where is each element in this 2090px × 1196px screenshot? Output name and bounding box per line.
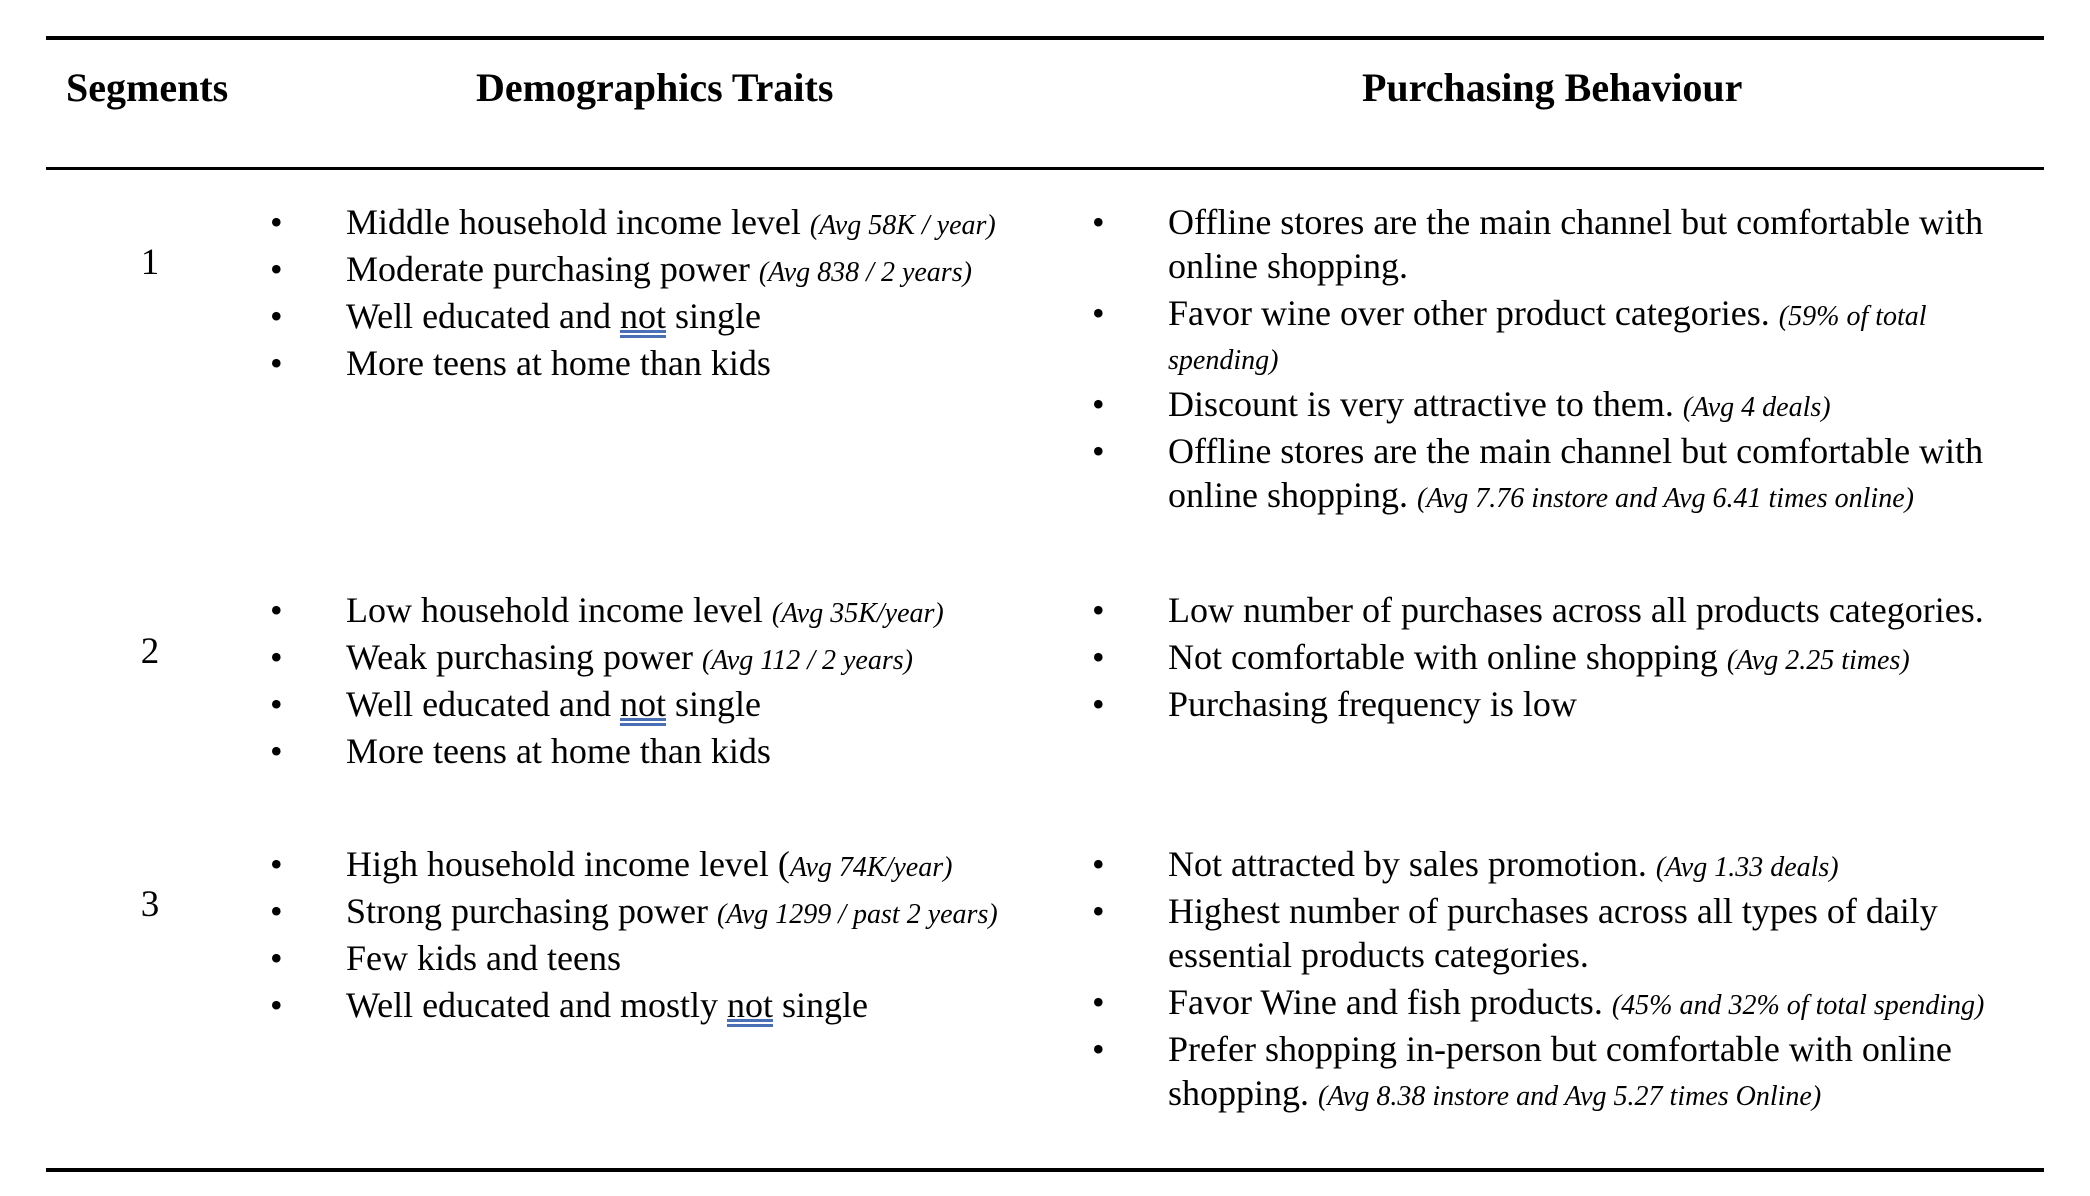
list-item: • Prefer shopping in-person but comfortable with online shopping. (Avg 8.38 instore and Avg 5.27 times Online) (1092, 1027, 2022, 1115)
list-item: • Favor wine over other product categories. (59% of total spending) (1092, 291, 2022, 379)
list-item: • Favor Wine and fish products. (45% and 32% of total spending) (1092, 980, 2022, 1024)
list-item: • More teens at home than kids (270, 729, 1070, 773)
demographics-list-2 (270, 588, 1070, 776)
header-purchasing-behaviour: Purchasing Behaviour (1362, 65, 1743, 110)
table-bottom-rule (46, 1168, 2044, 1172)
table-top-rule (46, 36, 2044, 40)
list-item: • Purchasing frequency is low (1092, 682, 2022, 726)
list-item: • Well educated and not single (270, 682, 1070, 726)
list-item: • High household income level (Avg 74K/year) (270, 842, 1070, 886)
header-demographics-traits: Demographics Traits (476, 65, 834, 110)
list-item: • Not attracted by sales promotion. (Avg 1.33 deals) (1092, 842, 2022, 886)
list-item: • Weak purchasing power (Avg 112 / 2 years) (270, 635, 1070, 679)
demographics-list-1 (270, 200, 1070, 388)
demographics-list-3 (270, 842, 1070, 1030)
list-item: • Strong purchasing power (Avg 1299 / past 2 years) (270, 889, 1070, 933)
list-item: • Offline stores are the main channel but comfortable with online shopping. (Avg 7.76 instore and Avg 6.41 times online) (1092, 429, 2022, 517)
purchasing-list-2 (1092, 588, 2022, 729)
list-item: • Offline stores are the main channel but comfortable with online shopping. (1092, 200, 2022, 288)
table-header-rule (46, 167, 2044, 170)
list-item: • More teens at home than kids (270, 341, 1070, 385)
list-item: • Not comfortable with online shopping (Avg 2.25 times) (1092, 635, 2022, 679)
list-item: • Highest number of purchases across all types of daily essential products categories. (1092, 889, 2022, 977)
list-item: • Discount is very attractive to them. (Avg 4 deals) (1092, 382, 2022, 426)
list-item: • Well educated and mostly not single (270, 983, 1070, 1027)
segment-number-2: 2 (140, 631, 160, 672)
list-item: • Middle household income level (Avg 58K / year) (270, 200, 1070, 244)
list-item: • Well educated and not single (270, 294, 1070, 338)
list-item: • Low household income level (Avg 35K/year) (270, 588, 1070, 632)
list-item: • Few kids and teens (270, 936, 1070, 980)
list-item: • Moderate purchasing power (Avg 838 / 2 years) (270, 247, 1070, 291)
segment-number-1: 1 (140, 242, 160, 283)
segment-number-3: 3 (140, 884, 160, 925)
header-segments: Segments (66, 65, 229, 110)
list-item: • Low number of purchases across all products categories. (1092, 588, 2022, 632)
purchasing-list-1 (1092, 200, 2022, 520)
purchasing-list-3 (1092, 842, 2022, 1118)
